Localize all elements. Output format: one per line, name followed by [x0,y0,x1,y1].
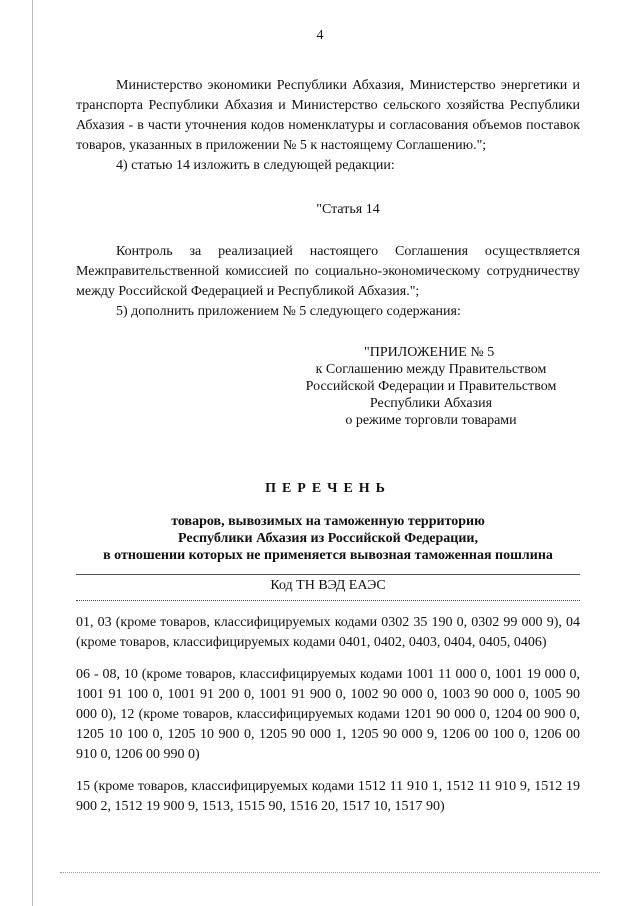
table-row: 06 - 08, 10 (кроме товаров, классифицируемых кодами 1001 11 000 0, 1001 19 000 0, 1001 91 100 0, 1001 91 200 0, 1001 91 900 0, 1002 90 000 0, 1003 90 000 0, 1005 90 000 0), 12 (кроме товаров, классифицируемых кодами 1201 90 000 0, 1204 00 900 0, 1205 10 100 0, 1205 10 900 0, 1205 90 000 1, 1205 90 000 9, 1206 00 100 0, 1206 00 910 0, 1206 00 990 0) [76,667,580,762]
appendix-line: Российской Федерации и Правительством [305,379,557,394]
document-body [76,76,580,817]
subtitle-line: товаров, вывозимых на таможенную территорию [171,514,485,529]
article-text: Контроль за реализацией настоящего Соглашения осуществляется Межправительственной комиссией по социально-экономическому сотрудничеству между Российской Федерацией и Республикой Абхазия."; [76,244,580,299]
list-subtitle [76,513,580,564]
appendix-line: Республики Абхазия [369,396,493,411]
table-row: 15 (кроме товаров, классифицируемых кодами 1512 11 910 1, 1512 11 910 9, 1512 19 900 2, 1512 19 900 9, 1513, 1515 90, 1516 20, 1517 10, 1517 90) [76,779,580,814]
page-edge-line [32,0,33,906]
list-item-4: 4) статью 14 изложить в следующей редакции: [116,158,395,173]
page-bottom-rule [60,872,600,873]
table-header-rule [76,600,580,601]
table-header: Код ТН ВЭД ЕАЭС [270,578,386,593]
appendix-title: "ПРИЛОЖЕНИЕ № 5 [364,345,495,360]
subtitle-line: в отношении которых не применяется вывозная таможенная пошлина [103,548,553,563]
appendix-header [286,344,576,429]
appendix-line: о режиме торговли товарами [345,413,517,428]
subtitle-line: Республики Абхазия из Российской Федерации, [178,531,478,546]
list-item-5: 5) дополнить приложением № 5 следующего содержания: [116,304,461,319]
article-title: "Статья 14 [316,202,380,217]
page-number: 4 [316,28,324,43]
table-top-rule [76,574,580,575]
list-title: ПЕРЕЧЕНЬ [265,481,391,496]
table-row: 01, 03 (кроме товаров, классифицируемых кодами 0302 35 190 0, 0302 99 000 9), 04 (кроме товаров, классифицируемых кодами 0401, 0402, 0403, 0404, 0405, 0406) [76,615,580,650]
paragraph-ministries: Министерство экономики Республики Абхазия, Министерство энергетики и транспорта Республики Абхазия и Министерство сельского хозяйства Республики Абхазия - в части уточнения кодов номенклатуры и согласования объемов поставок товаров, указанных в приложении № 5 к настоящему Соглашению."; [76,78,580,153]
appendix-line: к Соглашению между Правительством [315,362,547,377]
